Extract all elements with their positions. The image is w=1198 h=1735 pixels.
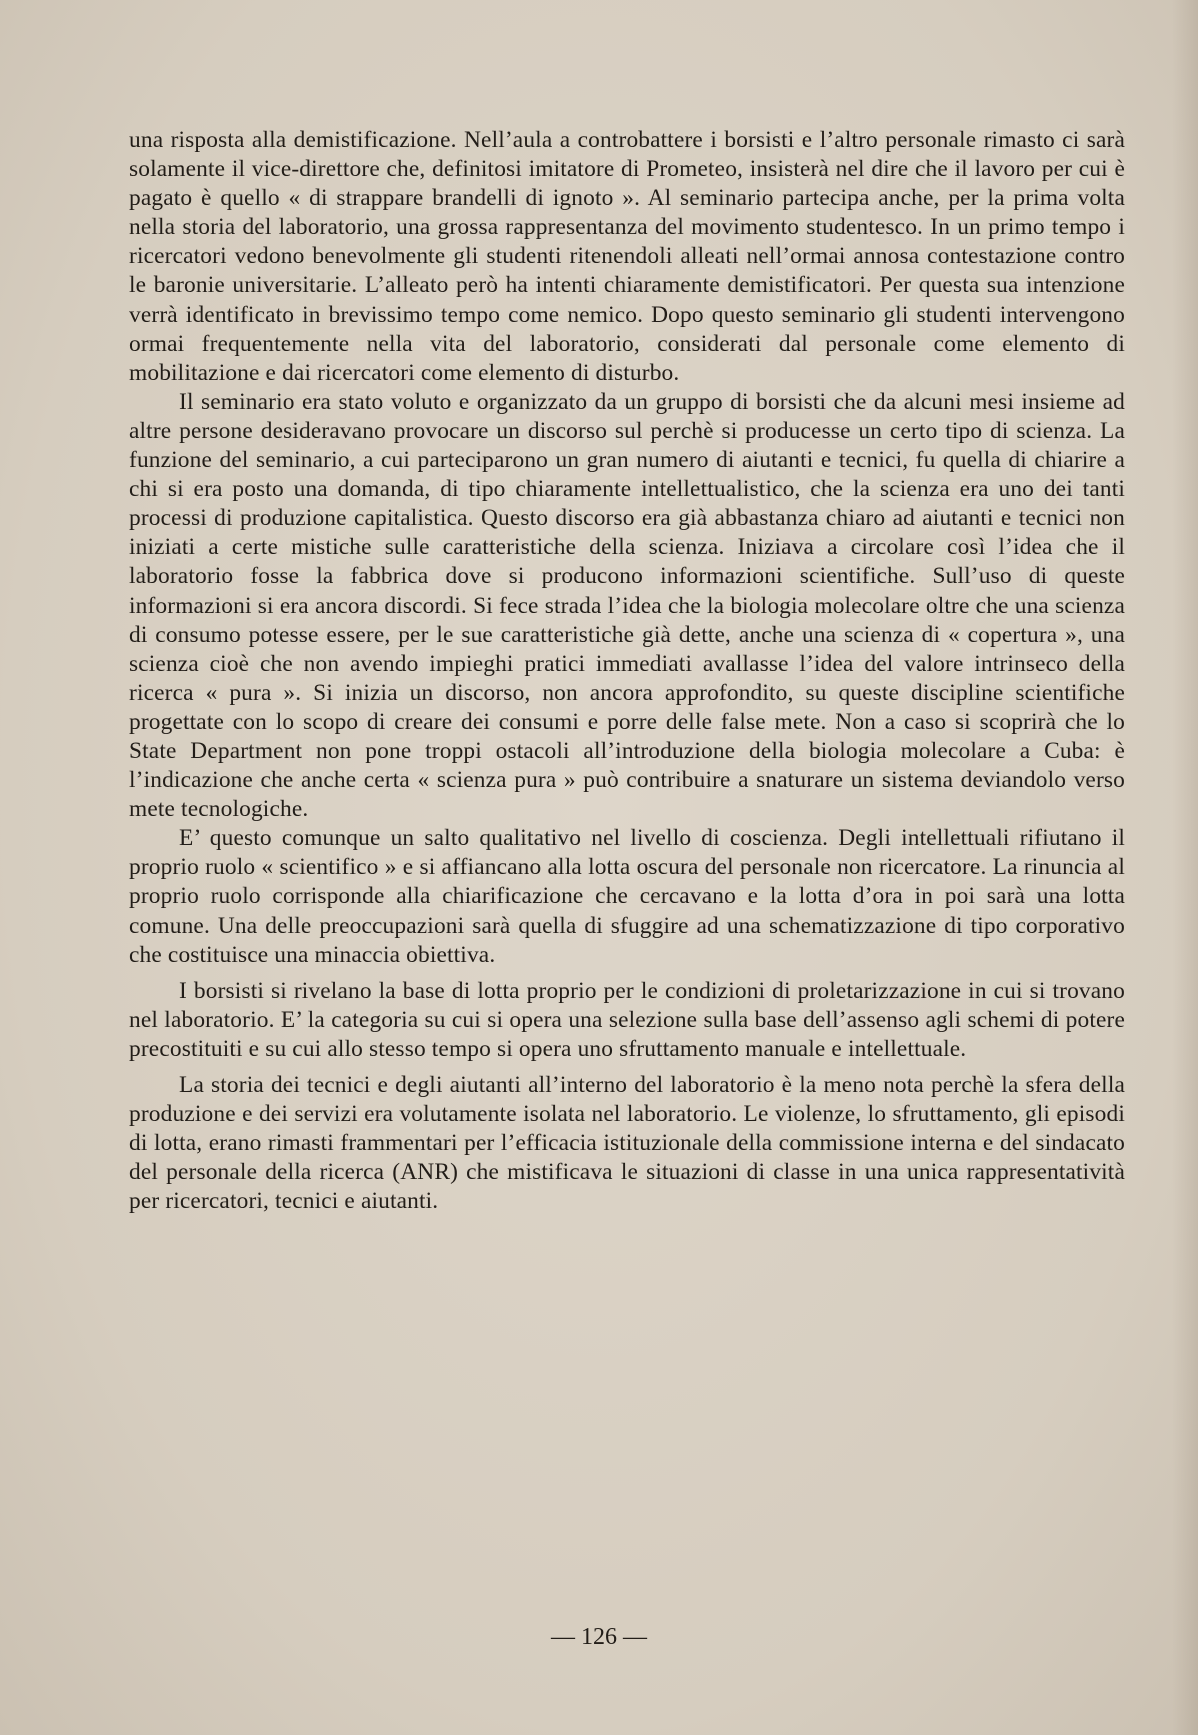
page-number: — 126 — [551, 1624, 647, 1650]
paragraph-5: La storia dei tecnici e degli aiutanti all’interno del laboratorio è la meno nota perchè la sfera della produzione e dei servizi era volutamente isolata nel laboratorio. Le violenze, lo sfruttamento, gli episodi di lotta, erano rimasti frammentari per l’efficacia istituzionale della commissione interna e del sindacato del personale della ricerca (ANR) che mistificava le situazioni di classe in una unica rappresentatività per ricercatori, tecnici e aiutanti. [129, 1072, 1125, 1215]
paragraph-3: E’ questo comunque un salto qualitativo nel livello di coscienza. Degli intellettuali rifiutano il proprio ruolo « scientifico » e si affiancano alla lotta oscura del personale non ricercatore. La rinuncia al proprio ruolo corrisponde alla chiarificazione che cercavano e la lotta d’ora in poi sarà una lotta comune. Una delle preoccupazioni sarà quella di sfuggire ad una schematizzazione di tipo corporativo che costituisce una minaccia obiettiva. [129, 825, 1125, 968]
page-edge-shadow [1172, 0, 1198, 1735]
paragraph-4: I borsisti si rivelano la base di lotta proprio per le condizioni di proletarizzazione in cui si trovano nel laboratorio. E’ la categoria su cui si opera una selezione sulla base dell’assenso agli schemi di potere precostituiti e su cui allo stesso tempo si opera uno sfruttamento manuale e intellettuale. [129, 977, 1125, 1062]
paragraph-2: Il seminario era stato voluto e organizzato da un gruppo di borsisti che da alcuni mesi insieme ad altre persone desideravano provocare un discorso sul perchè si producesse un certo tipo di scienza. La funzione del seminario, a cui parteciparono un gran numero di aiutanti e tecnici, fu quella di chiarire a chi si era posto una domanda, di tipo chiaramente intellettualistico, che la scienza era uno dei tanti processi di produzione capitalistica. Questo discorso era già abbastanza chiaro ad aiutanti e tecnici non iniziati a certe mistiche sulle caratteristiche della scienza. Iniziava a circolare così l’idea che il laboratorio fosse la fabbrica dove si producono informazioni scientifiche. Sull’uso di queste informazioni si era ancora discordi. Si fece strada l’idea che la biologia molecolare oltre che una scienza di consumo potesse essere, per le sue caratteristiche già dette, anche una scienza di « copertura », una scienza cioè che non avendo impieghi pratici immediati avallasse l’idea del valore intrinseco della ricerca « pura ». Si inizia un discorso, non ancora approfondito, su queste discipline scientifiche progettate con lo scopo di creare dei consumi e porre delle false mete. Non a caso si scoprirà che lo State Department non pone troppi ostacoli all’introduzione della biologia molecolare a Cuba: è l’indicazione che anche certa « scienza pura » può contribuire a snaturare un sistema deviandolo verso mete tecnologiche. [129, 388, 1125, 823]
body-text [129, 126, 1125, 1216]
paragraph-1: una risposta alla demistificazione. Nell’aula a controbattere i borsisti e l’altro personale rimasto ci sarà solamente il vice-direttore che, definitosi imitatore di Prometeo, insisterà nel dire che il lavoro per cui è pagato è quello « di strappare brandelli di ignoto ». Al seminario partecipa anche, per la prima volta nella storia del laboratorio, una grossa rappresentanza del movimento studentesco. In un primo tempo i ricercatori vedono benevolmente gli studenti ritenendoli alleati nell’ormai annosa contestazione contro le baronie universitarie. L’alleato però ha intenti chiaramente demistificatori. Per questa sua intenzione verrà identificato in brevissimo tempo come nemico. Dopo questo seminario gli studenti intervengono ormai frequentemente nella vita del laboratorio, considerati dal personale come elemento di mobilitazione e dai ricercatori come elemento di disturbo. [129, 127, 1125, 386]
